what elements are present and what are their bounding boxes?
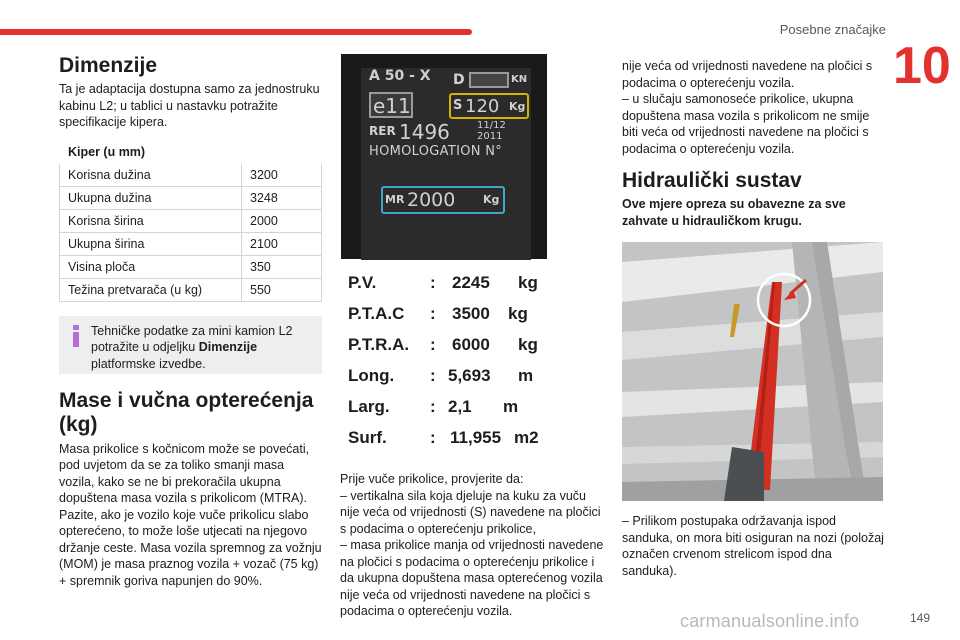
row-name: Korisna dužina (60, 163, 242, 186)
spec-row: P.T.R.A. : 6000 kg (348, 335, 538, 354)
towing-item: – u slučaju samonoseće prikolice, ukupna dopuštena masa vozila s prikolicom ne smije biti veća od vrijednosti navedene na pločici s podacima o opterećenju vozila. (622, 92, 870, 156)
hydraulic-note: – Prilikom postupaka održavanja ispod sanduka, on mora biti osiguran na nozi (položaj označen crvenom strelicom ispod dna sanduka). (622, 514, 884, 578)
towing-intro: Prije vuče prikolice, provjerite da: (340, 472, 524, 486)
plate-s: S (453, 98, 463, 113)
row-name: Težina pretvarača (u kg) (60, 278, 242, 301)
column-hydraulics (622, 58, 887, 579)
towing-text (340, 471, 605, 618)
spec-row: Long. : 5,693 m (348, 366, 534, 385)
spec-row: Larg. : 2,1 m (348, 397, 519, 416)
dimenzije-intro: Ta je adaptacija dostupna samo za jednostruku kabinu L2; u tablici u nastavku potražite specifikacije kipera. (59, 82, 320, 129)
plate-line1: A 50 - X (369, 68, 431, 84)
plate-mr-value: 2000 (407, 189, 456, 211)
row-value: 3248 (242, 186, 322, 209)
plate-mr-kg: Kg (483, 193, 500, 206)
row-value: 2100 (242, 232, 322, 255)
plate-e11: e11 (373, 94, 411, 118)
tipper-support-illustration (622, 242, 883, 501)
row-value: 350 (242, 255, 322, 278)
row-name: Ukupna širina (60, 232, 242, 255)
info-note-box (59, 316, 322, 374)
vehicle-specs-list (348, 273, 605, 459)
table-row (60, 278, 322, 301)
towing-continuation: nije veća od vrijednosti navedene na pločici s podacima o opterećenju vozila. (622, 59, 873, 90)
page-number: 149 (909, 611, 930, 625)
info-icon (69, 325, 83, 347)
row-name: Korisna širina (60, 209, 242, 232)
chapter-number: 10 (893, 37, 951, 95)
plate-date1: 11/12 (477, 120, 506, 131)
row-value: 2000 (242, 209, 322, 232)
row-name: Ukupna dužina (60, 186, 242, 209)
spec-row: P.V. : 2245 kg (348, 273, 538, 292)
spec-row: Surf. : 11,955 m2 (348, 428, 539, 447)
table-row (60, 186, 322, 209)
plate-mr: MR (385, 193, 405, 206)
row-name: Visina ploča (60, 255, 242, 278)
watermark: carmanualsonline.info (680, 611, 860, 631)
row-value: 3200 (242, 163, 322, 186)
plate-s-value: 120 (465, 96, 500, 117)
plate-homologation: HOMOLOGATION N° (369, 144, 503, 159)
mase-body: Masa prikolice s kočnicom može se povećati, pod uvjetom da se za toliko smanji masa vozila, kako se ne bi prekoračila ukupna dopuštena masa vozila s prikolicom (MTRA). Pazite, ako je vozilo koje vuče prikolicu slabo opterećeno, to može loše utjecati na njegovo držanje ceste. Masa vozila spremnog za vožnju (MOM) je masa praznog vozila + vozač (75 kg) + spremnik goriva napunjen do 90%. (59, 441, 322, 588)
table-row (60, 209, 322, 232)
heading-mase: Mase i vučna opterećenja (kg) (59, 388, 314, 436)
load-plate-photo (341, 54, 547, 259)
plate-d: D (453, 72, 465, 88)
info-link-dimenzije: Dimenzije (198, 340, 258, 354)
dimensions-table (59, 140, 322, 302)
table-row (60, 255, 322, 278)
towing-item: – masa prikolice manja od vrijednosti navedene na pločici s podacima o opterećenju prikolice i da ukupna dopuštena masa opterećenog vozila nije veća od vrijednosti navedene na pločici s podacima o opterećenju vozila. (340, 538, 604, 618)
column-dimensions (59, 54, 322, 589)
plate-rer: RER (369, 124, 396, 138)
header-accent-bar (0, 29, 472, 35)
table-row (60, 163, 322, 186)
hydraulic-warning: Ove mjere opreza su obavezne za sve zahvate u hidrauličkom krugu. (622, 197, 846, 228)
spec-row: P.T.A.C : 3500 kg (348, 304, 528, 323)
table-row (60, 232, 322, 255)
plate-rer-number: 1496 (399, 120, 450, 144)
heading-hidraulicki: Hidraulički sustav (622, 169, 802, 192)
plate-kn: KN (511, 74, 528, 85)
table-header: Kiper (u mm) (60, 140, 322, 163)
tipper-support-photo (622, 242, 883, 501)
row-value: 550 (242, 278, 322, 301)
plate-date2: 2011 (477, 131, 503, 142)
column-plate (340, 54, 605, 618)
info-note-text: Tehničke podatke za mini kamion L2 potražite u odjeljku Dimenzije platformske izvedbe. (91, 323, 293, 371)
towing-item: – vertikalna sila koja djeluje na kuku za vuču nije veća od vrijednosti (S) navedene na pločici s podacima o opterećenju prikolice, (340, 488, 601, 536)
heading-dimenzije: Dimenzije (59, 54, 158, 77)
plate-kg: Kg (509, 100, 526, 113)
section-title: Posebne značajke (779, 22, 886, 37)
